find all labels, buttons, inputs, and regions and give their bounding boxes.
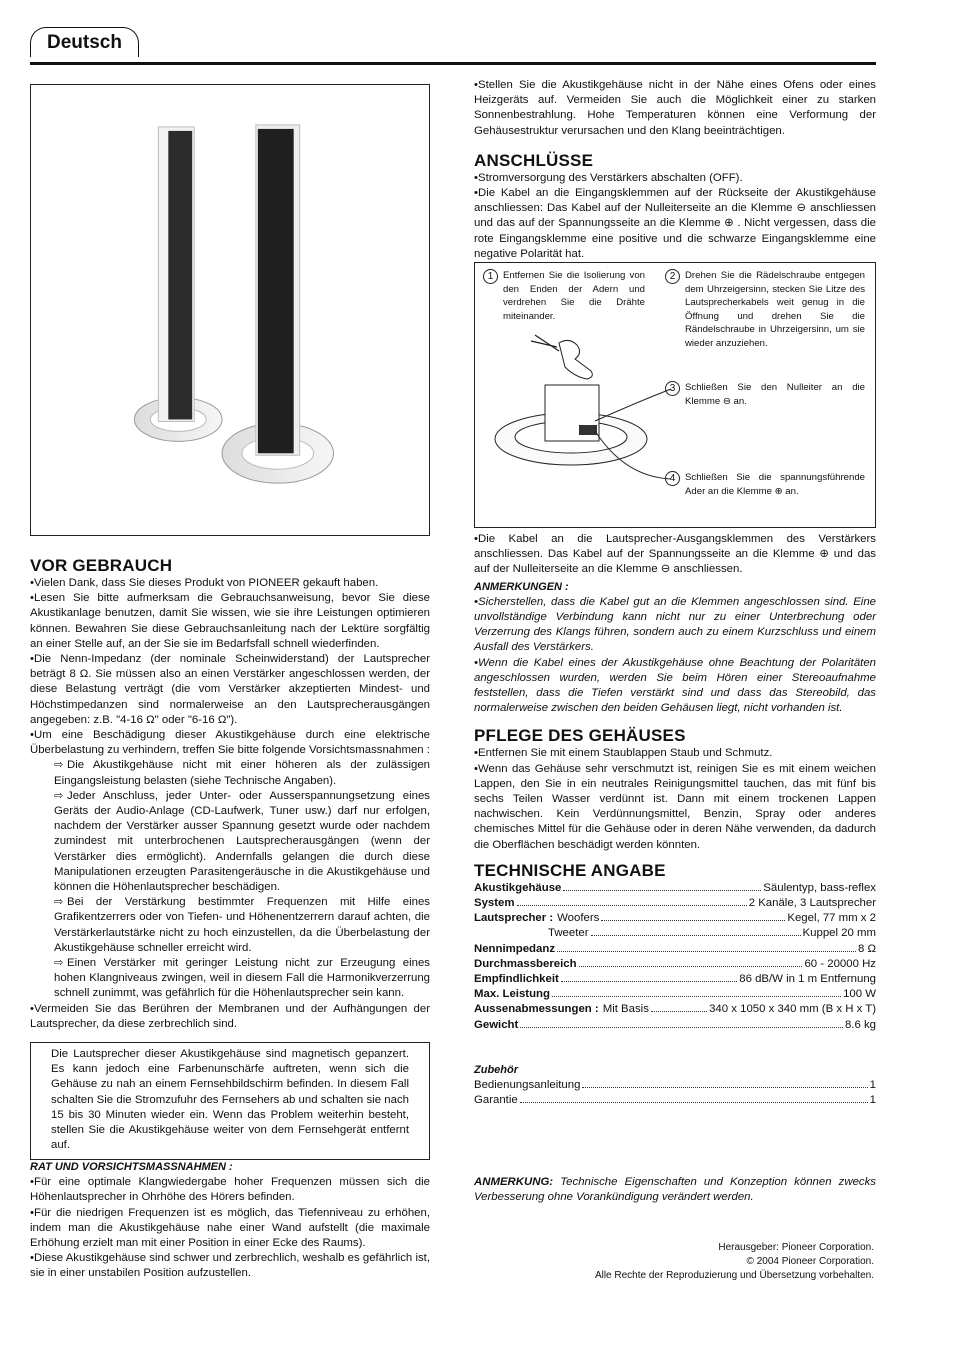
note-2: • Wenn die Kabel eines der Akustikgehäuse ohne Beachtung der Polaritäten angeschlossen wurden, werden Sie beim Hören einer Stereoaufnahme feststellen, dass die Tiefen verstärkt sind und dass das Stereobild, das normalerweise zwischen den beiden Gehäusen liegt, nicht vorhanden ist. (474, 656, 876, 717)
vor-gebrauch-title: VOR GEBRAUCH (30, 556, 173, 575)
vor-sub-1 (30, 758, 430, 788)
spec-value: 60 - 20000 Hz (804, 957, 876, 970)
arrow-right-icon: ⇨ (54, 789, 64, 802)
rat-p3: • Diese Akustikgehäuse sind schwer und zerbrechlich, weshalb es gefährlich ist, sie in einer unstabilen Position aufzustellen. (30, 1251, 430, 1281)
spec-label: Empfindlichkeit (474, 973, 559, 986)
anmerkung-text: Technische Eigenschaften und Konzeption können zwecks Verbesserung ohne Vorankündigung verändert werden. (474, 1175, 877, 1203)
step-3-number: 3 (665, 381, 680, 396)
spec-row (474, 926, 876, 941)
spec-row (474, 896, 876, 911)
spec-row (474, 1002, 876, 1017)
language-tab: Deutsch (30, 27, 139, 57)
vor-gebrauch-section (30, 556, 430, 1032)
dot-leader (563, 890, 761, 891)
spec-row (474, 942, 876, 957)
spec-value: 8.6 kg (844, 1018, 876, 1031)
magnetic-shield-box (30, 1042, 430, 1160)
spec-value: Kuppel 20 mm (802, 927, 876, 940)
publisher-line-1: Herausgeber: Pioneer Corporation. (718, 1242, 874, 1253)
arrow-right-icon: ⇨ (54, 759, 64, 772)
connection-diagram (474, 262, 876, 528)
zubehoer-list (474, 1078, 876, 1108)
spec-value: 2 Kanäle, 3 Lautsprecher (748, 897, 876, 910)
zubehoer-row (474, 1093, 876, 1108)
pflege-p1: • Entfernen Sie mit einem Staublappen Staub und Schmutz. (474, 746, 876, 761)
vor-sub-2 (30, 789, 430, 895)
spec-label: Akustikgehäuse (474, 881, 562, 894)
spec-row (474, 1018, 876, 1033)
rat-p1: • Für eine optimale Klangwiedergabe hoher Frequenzen müssen sich die Höhenlautsprecher in Ohrhöhe des Hörers befinden. (30, 1175, 430, 1205)
spec-sublabel: Tweeter (548, 927, 589, 940)
zubehoer-value: 1 (869, 1079, 876, 1092)
vor-p1: • Vielen Dank, dass Sie dieses Produkt von PIONEER gekauft haben. (30, 576, 430, 591)
vor-p5: • Vermeiden Sie das Berühren der Membranen und der Aufhängungen der Lautsprecher, da diese zerbrechlich sind. (30, 1002, 430, 1032)
spec-label: Durchmassbereich (474, 957, 577, 970)
spec-value: 100 W (843, 988, 876, 1001)
spec-list (474, 881, 876, 1033)
dot-leader (520, 1027, 843, 1028)
dot-leader (582, 1087, 867, 1088)
step-4-text: Schließen Sie die spannungsführende Ader an die Klemme ⊕ an. (685, 472, 865, 497)
step-2-text: Drehen Sie die Rädelschraube entgegen dem Uhrzeigersinn, stecken Sie Litze des Lautsprecherkabels weit genug in die Öffnung und drehen Sie die Rändelschraube in Uhrzeigersinn, um sie wieder anzuziehen. (685, 270, 865, 349)
dot-leader (651, 1011, 707, 1012)
spec-sublabel: Mit Basis (602, 1003, 649, 1016)
dot-leader (579, 966, 803, 967)
anschluesse-title: ANSCHLÜSSE (474, 150, 594, 170)
notes-title: ANMERKUNGEN : (474, 580, 569, 593)
vor-p3: • Die Nenn-Impedanz (der nominale Scheinwiderstand) der Lautsprecher beträgt 8 Ω. Sie müssen also an einen Verstärker angeschlossen werden, der diese Belastung verträgt (die vom Verstärker akzeptierten Mindest- und Höchstimpedanzen sind normalerweise an den Lautsprecherausgängen angegeben: z.B. "4-16 Ω" oder "6-16 Ω"). (30, 652, 430, 728)
spec-row (474, 987, 876, 1002)
rat-title: RAT UND VORSICHTSMASSNAHMEN : (30, 1161, 233, 1173)
spec-label: Max. Leistung (474, 988, 550, 1001)
step-3 (669, 381, 865, 408)
publisher-line-3: Alle Rechte der Reproduzierung und Übersetzung vorbehalten. (594, 1270, 874, 1281)
zubehoer-row (474, 1078, 876, 1093)
step-1-text: Entfernen Sie die Isolierung von den Enden der Adern und verdrehen Sie die Drähte miteinander. (503, 270, 645, 322)
step-3-text: Schließen Sie den Nulleiter an die Klemme ⊖ an. (685, 382, 865, 407)
step-1-number: 1 (483, 269, 498, 284)
dot-leader (517, 905, 747, 906)
spec-row (474, 911, 876, 926)
dot-leader (520, 1102, 868, 1103)
zubehoer-title: Zubehör (474, 1063, 518, 1076)
spec-sublabel: Woofers (557, 912, 600, 925)
zubehoer-value: 1 (869, 1094, 876, 1107)
dot-leader (561, 981, 737, 982)
dot-leader (557, 951, 856, 952)
vor-sub-2-text: Jeder Anschluss, jeder Unter- oder Ausserspannungsetzung eines Geräts der Audio-Anlage (CD-Laufwerk, Tuner usw.) darf nur erfolgen, nachdem der Verstärker ausser Spannung gesetzt wurde oder nachdem zumindest mit unterbrochenen Lautsprecherausgängen (wenn der Verstärker dies ermöglicht). Andernfalls gelangen die durch diese Manipulationen erzeugten Parasitengeräusche in die Akustikgehäuse und können die Höhenlautsprecher beschädigen. (54, 789, 430, 894)
rat-p2: • Für die niedrigen Frequenzen ist es möglich, das Tiefenniveau zu erhöhen, indem man die Akustikgehäuse nahe einer Wand aufstellt (die maximale Erhöhung erzielt man mit einer Position in einer Ecke des Raums). (30, 1206, 430, 1252)
dot-leader (552, 996, 841, 997)
spec-row (474, 957, 876, 972)
step-4 (669, 471, 865, 498)
zubehoer-label: Garantie (474, 1094, 518, 1107)
magnetic-shield-text: Die Lautsprecher dieser Akustikgehäuse sind magnetisch gepanzert. Es kann jedoch eine Farbenunschärfe auftreten, wenn sich die Gehäuse zu nah an einem Fernsehbildschirm befinden. In diesem Fall schalten Sie die Stromzufuhr des Fernsehers ab und schalten sie nach 15 bis 30 Minuten wieder ein. Wenn das Problem weiterhin besteht, stellen Sie die Akustikgehäuse weiter von dem Fernsehgerät entfernt auf. (51, 1048, 409, 1152)
publisher-info (595, 1241, 874, 1283)
anschluesse-continued (474, 532, 876, 1205)
spec-row (474, 881, 876, 896)
spec-label: System (474, 897, 515, 910)
rat-section (30, 1160, 430, 1282)
dot-leader (591, 935, 801, 936)
specs-title: TECHNISCHE ANGABE (474, 860, 666, 880)
zubehoer-label: Bedienungsanleitung (474, 1079, 581, 1092)
arrow-right-icon: ⇨ (54, 896, 64, 909)
step-2 (669, 269, 865, 351)
pflege-title: PFLEGE DES GEHÄUSES (474, 726, 686, 746)
spec-row (474, 972, 876, 987)
spec-value: 8 Ω (857, 942, 876, 955)
spec-label: Nennimpedanz (474, 942, 556, 955)
vor-sub-3 (30, 895, 430, 956)
vor-sub-1-text: Die Akustikgehäuse nicht mit einer höheren als der zulässigen Eingangsleistung belasten (siehe Technische Angaben). (54, 759, 430, 787)
vor-p2: • Lesen Sie bitte aufmerksam die Gebrauchsanweisung, bevor Sie diese Akustikanlage benutzen, damit Sie wissen, wie sie ihre Leistungen optimieren können. Bewahren Sie diese Gebrauchsanleitung nach der Lektüre sorgfältig an einer Stelle auf, an der Sie sie im Bedarfsfall schnell wiederfinden. (30, 591, 430, 652)
anmerkung-note (474, 1175, 876, 1205)
spec-value: 340 x 1050 x 340 mm (B x H x T) (709, 1003, 876, 1016)
vor-p4: • Um eine Beschädigung dieser Akustikgehäuse durch eine elektrische Überbelastung zu verhindern, treffen Sie bitte folgende Vorsichtsmassnahmen : (30, 728, 430, 758)
header-rule (30, 62, 876, 65)
step-2-number: 2 (665, 269, 680, 284)
spec-label: Aussenabmessungen : (474, 1003, 599, 1016)
step-4-number: 4 (665, 471, 680, 486)
placement-text: • Stellen Sie die Akustikgehäuse nicht in der Nähe eines Ofens oder eines Heizgeräts auf. Vermeiden Sie auch die Möglichkeit einer zu starken Sonnenbestrahlung. Hohe Temperaturen können eine Verformung der Gehäusestruktur verursachen und den Klang beeinträchtigen. (474, 78, 876, 139)
vor-sub-4 (30, 956, 430, 1002)
spec-value: Kegel, 77 mm x 2 (787, 912, 876, 925)
pflege-p2: • Wenn das Gehäuse sehr verschmutzt ist, reinigen Sie es mit einem weichen Lappen, den Sie in ein neutrales Reinigungsmittel tauchen, das mit fünf bis sechs Teilen Wasser verdünnt ist. Dann mit einem trockenen Lappen nachwischen. Kein Verdünnungsmittel, Benzin, Spray oder anderes chemisches Mittel für die Gehäuse oder in deren Nähe verwenden, da dadurch die Oberflächen beschädigt werden könnten. (474, 762, 876, 853)
spec-label: Gewicht (474, 1018, 519, 1031)
spec-value: Säulentyp, bass-reflex (763, 881, 876, 894)
placement-section (474, 78, 876, 262)
anschluesse-p2: • Die Kabel an die Eingangsklemmen auf der Rückseite der Akustikgehäuse anschliessen: Das Kabel auf der Nulleiterseite an die Klemme ⊖ anschliessen und das auf der Spannungsseite an die Klemme ⊕ . Nicht vergessen, dass die rote Eingangsklemme eine positive und die schwarze Eingangsklemme eine negative Polarität hat. (474, 186, 876, 262)
anschluesse-p1: • Stromversorgung des Verstärkers abschalten (OFF). (474, 171, 876, 186)
speaker-illustration (31, 85, 429, 535)
anschluesse-p3: • Die Kabel an die Lautsprecher-Ausgangsklemmen des Verstärkers anschliessen. Das Kabel auf der Spannungsseite an die Klemme ⊕ und das auf der Nulleiterseite an die Klemme ⊖ anschliessen. (474, 532, 876, 578)
note-1: • Sicherstellen, dass die Kabel gut an die Klemmen angeschlossen sind. Eine unvollständige Verbindung kann nicht nur zu einer Unterbrechung oder Verzerrung des Klangs führen, sondern auch zu einem Kurzschluss und einem Ausfall des Verstärkers. (474, 595, 876, 656)
vor-sub-4-text: Einen Verstärker mit geringer Leistung nicht zur Erzeugung eines hohen Klangniveaus zwingen, weil in diesem Fall die Harmonikverzerrung schnell zunimmt, was gefährlich für die Höhenlautsprecher sein kann. (54, 957, 430, 1000)
vor-sub-3-text: Bei der Verstärkung bestimmter Frequenzen mit Hilfe eines Grafikentzerrers oder von Tiefen- und Höhenentzerrern darauf achten, die Verstärkerlautstärke nicht zu hoch einzustellen, da die Überbelastung der Akustikgehäuse schneller erreicht wird. (54, 896, 430, 954)
publisher-line-2: © 2004 Pioneer Corporation. (746, 1256, 874, 1267)
arrow-right-icon: ⇨ (54, 957, 64, 970)
dot-leader (601, 920, 785, 921)
speaker-photo (30, 84, 430, 536)
anmerkung-label: ANMERKUNG: (474, 1175, 554, 1188)
spec-value: 86 dB/W in 1 m Entfernung (739, 973, 876, 986)
step-1 (487, 269, 645, 323)
spec-label: Lautsprecher : (474, 912, 554, 925)
